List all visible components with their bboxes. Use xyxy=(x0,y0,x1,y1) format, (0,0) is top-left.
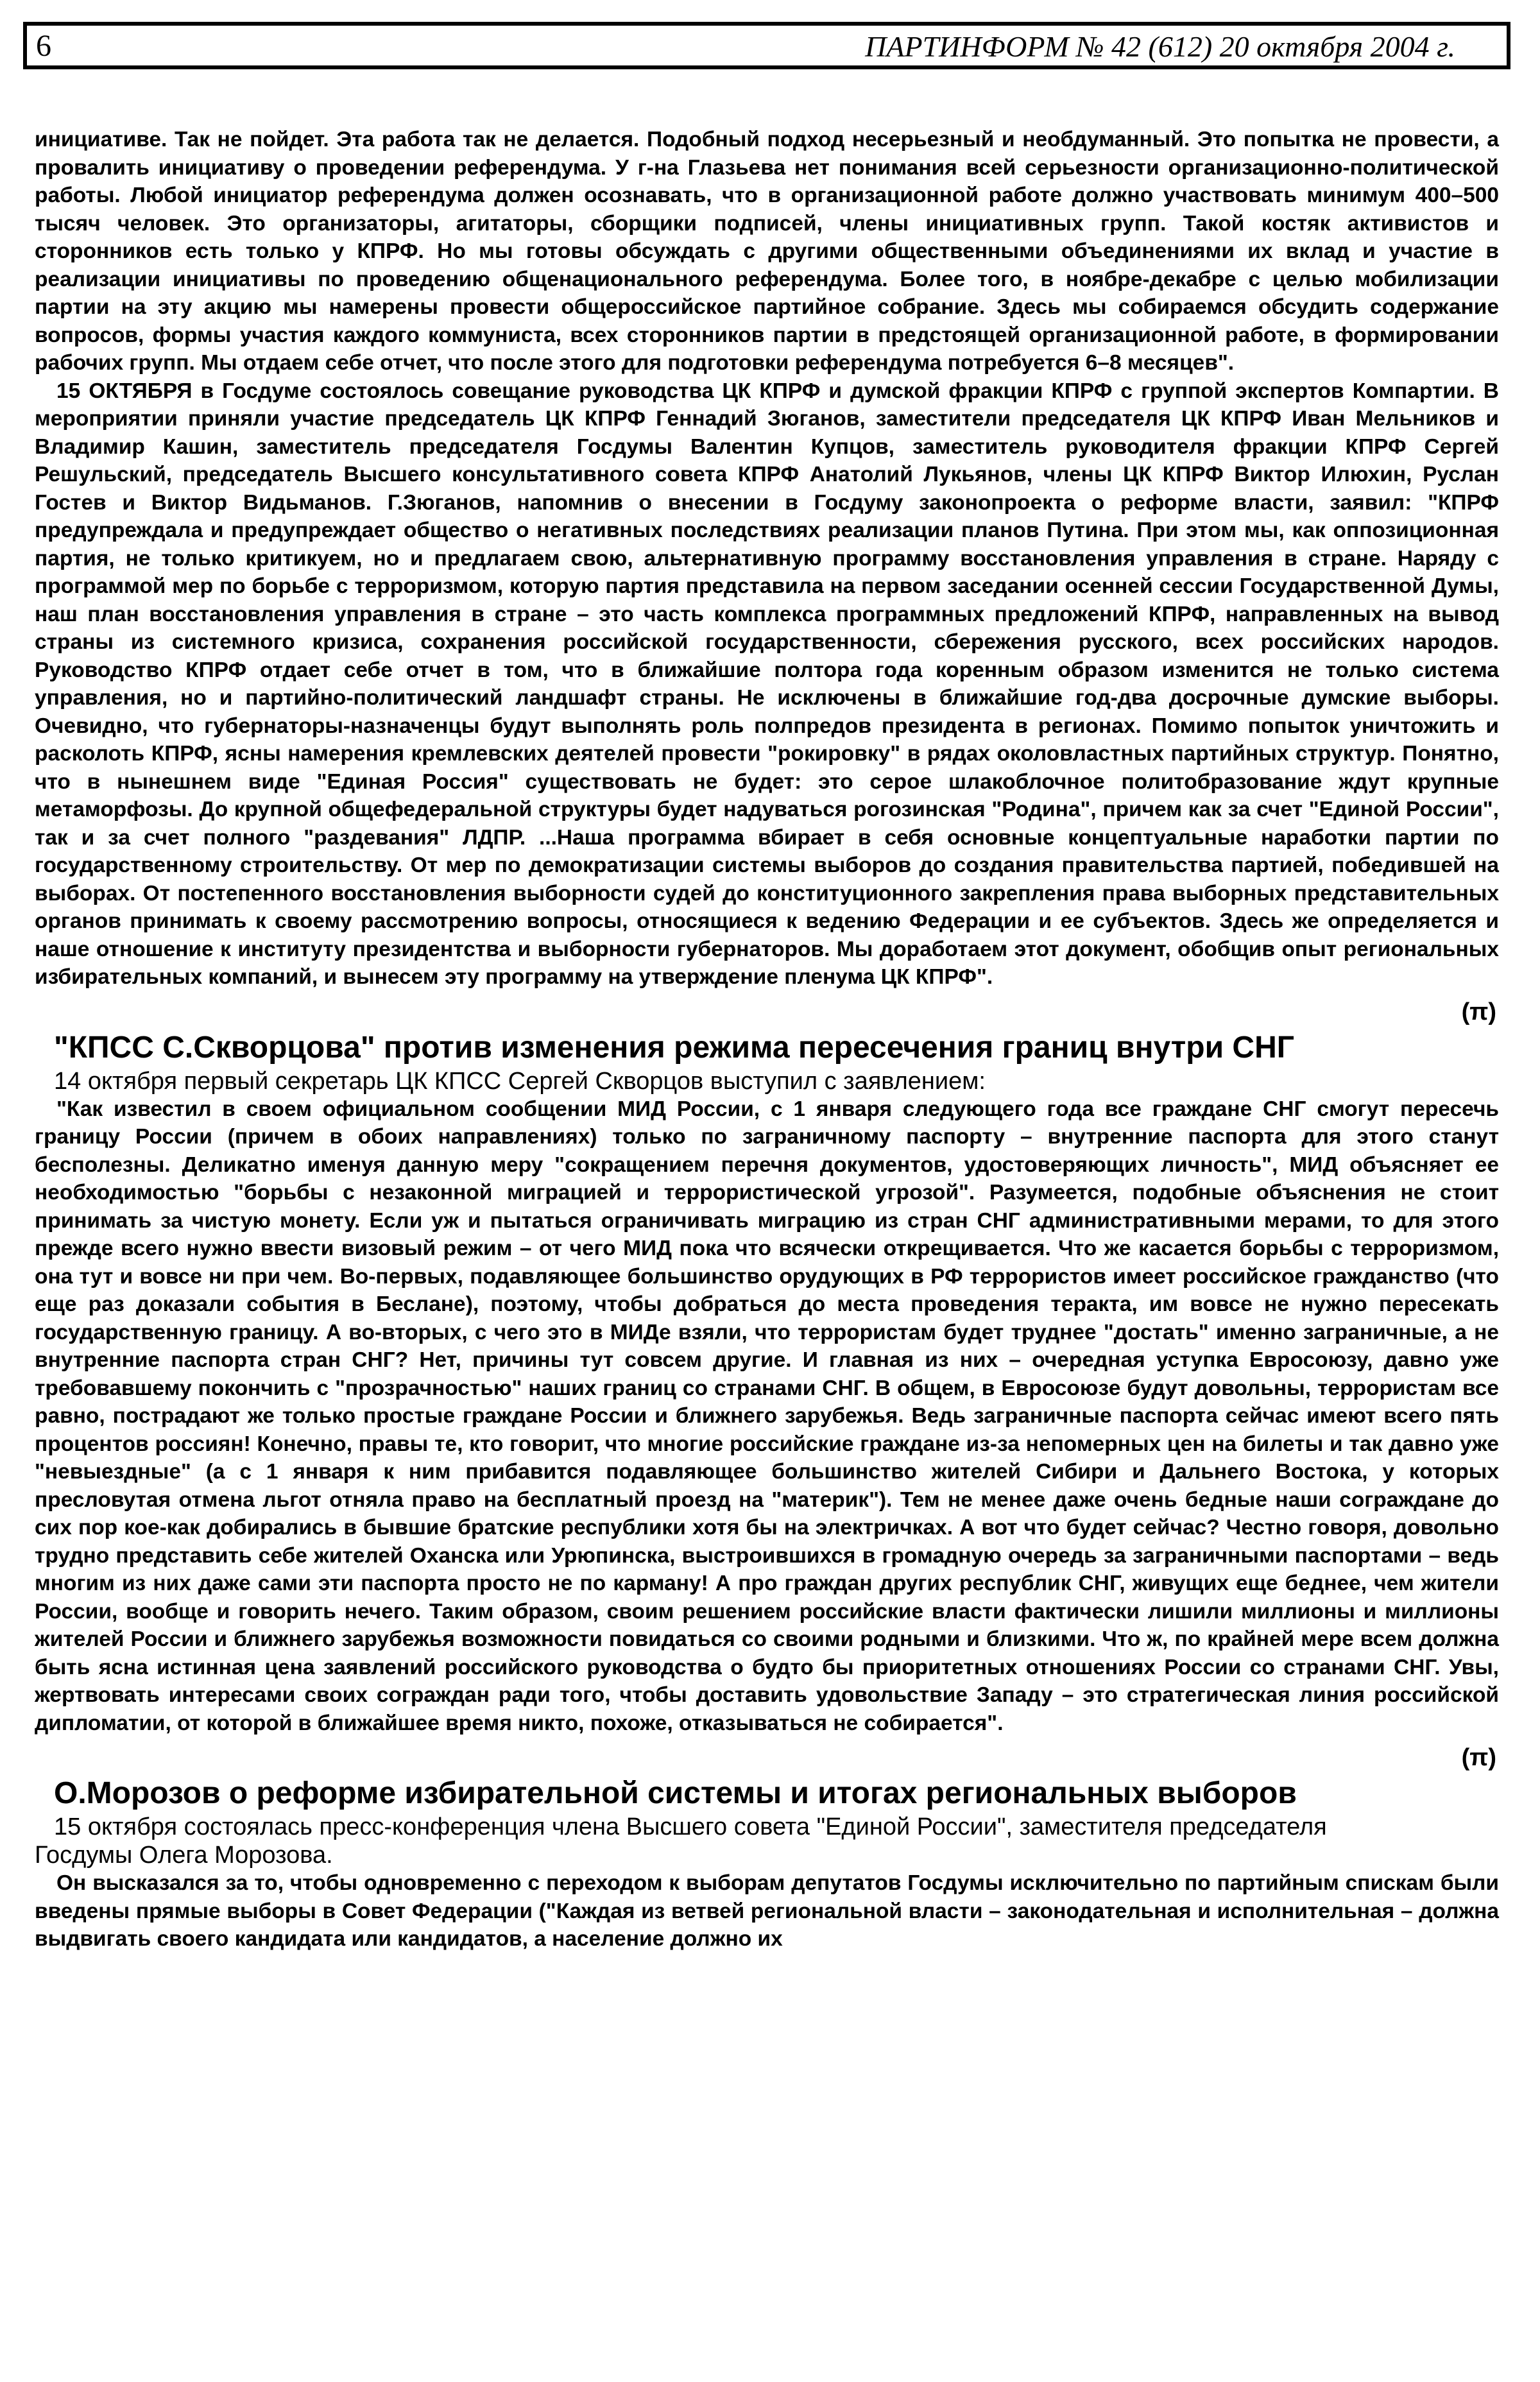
article2-headline: "КПСС С.Скворцова" против изменения режима пересечения границ внутри СНГ xyxy=(54,1030,1294,1065)
article3-lead-line1: 15 октября состоялась пресс-конференция члена Высшего совета "Единой России", заместителя председателя xyxy=(54,1813,1327,1840)
article3-body: Он высказался за то, чтобы одновременно с переходом к выборам депутатов Госдумы исключительно по партийным спискам были введены прямые выборы в Совет Федерации ("Каждая из ветвей региональной власти – законодательная и исполнительная – должна выдвигать своего кандидата или кандидатов, а население должно их xyxy=(35,1871,1499,1951)
article1-paragraph2: 15 ОКТЯБРЯ в Госдуме состоялось совещание руководства ЦК КПРФ и думской фракции КПРФ с группой экспертов Компартии. В мероприятии приняли участие председатель ЦК КПРФ Геннадий Зюганов, заместители председателя ЦК КПРФ Иван Мельников и Владимир Кашин, заместитель председателя Госдумы Валентин Купцов, заместитель руководителя фракции КПРФ Сергей Решульский, председатель Высшего консультативного совета КПРФ Анатолий Лукьянов, члены ЦК КПРФ Виктор Илюхин, Руслан Гостев и Виктор Видьманов. Г.Зюганов, напомнив о внесении в Госдуму законопроекта о реформе власти, заявил: "КПРФ предупреждала и предупреждает общество о негативных последствиях реализации планов Путина. При этом мы, как оппозиционная партия, не только критикуем, но и предлагаем свою, альтернативную программу восстановления управления в стране. Наряду с программой мер по борьбе с терроризмом, которую партия представила на первом заседании осенней сессии Государственной Думы, наш план восстановления управления в стране – это часть комплекса программных предложений КПРФ, направленных на вывод страны из системного кризиса, сохранения российской государственности, сбережения русского, всех российских народов. Руководство КПРФ отдает себе отчет в том, что в ближайшие полтора года коренным образом изменится не только система управления, но и партийно-политический ландшафт страны. Не исключены в ближайшие год-два досрочные думские выборы. Очевидно, что губернаторы-назначенцы будут выполнять роль полпредов президента в регионах. Помимо попыток уничтожить и расколоть КПРФ, ясны намерения кремлевских деятелей провести "рокировку" в рядах околовластных партийных структур. Понятно, что в нынешнем виде "Единая Россия" существовать не будет: это серое шлакоблочное политобразование ждут крупные метаморфозы. До крупной общефедеральной структуры будет надуваться рогозинская "Родина", причем как за счет "Единой России", так и за счет полного "раздевания" ЛДПР. ...Наша программа вбирает в себя основные концептуальные наработки партии по государственному строительству. От мер по демократизации системы выборов до создания правительства партией, победившей на выборах. От постепенного восстановления выборности судей до конституционного закрепления права выборных представительных органов принимать к своему рассмотрению вопросы, относящиеся к ведению Федерации и ее субъектов. Здесь же определяется и наше отношение к институту президентства и выборности губернаторов. Мы доработаем этот документ, обобщив опыт региональных избирательных компаний, и вынесем эту программу на утверждение пленума ЦК КПРФ". xyxy=(35,379,1499,989)
page-header xyxy=(23,22,1510,69)
article3-lead-line2: Госдумы Олега Морозова. xyxy=(35,1842,333,1869)
article2-lead: 14 октября первый секретарь ЦК КПСС Сергей Скворцов выступил с заявлением: xyxy=(54,1067,986,1095)
article2-body: "Как известил в своем официальном сообщении МИД России, с 1 января следующего года все граждане СНГ смогут пересечь границу России (причем в обоих направлениях) только по заграничному паспорту – внутренние паспорта для этого станут бесполезны. Деликатно именуя данную меру "сокращением перечня документов, удостоверяющих личность", МИД объясняет ее необходимостью "борьбы с незаконной миграцией и террористической угрозой". Разумеется, подобные объяснения не стоит принимать за чистую монету. Если уж и пытаться ограничивать миграцию из стран СНГ административными мерами, то для этого прежде всего нужно ввести визовый режим – от чего МИД пока что всячески открещивается. Что же касается борьбы с терроризмом, она тут и вовсе ни при чем. Во-первых, подавляющее большинство орудующих в РФ террористов имеет российское гражданство (что еще раз доказали события в Беслане), поэтому, чтобы добраться до места проведения теракта, им вовсе не нужно пересекать государственную границу. А во-вторых, с чего это в МИДе взяли, что террористам будет труднее "достать" именно заграничные, а не внутренние паспорта стран СНГ? Нет, причины тут совсем другие. И главная из них – очередная уступка Евросоюзу, давно уже требовавшему покончить с "прозрачностью" наших границ со странами СНГ. В общем, в Евросоюзе будут довольны, террористам все равно, пострадают же только простые граждане России и ближнего зарубежья. Ведь заграничные паспорта сейчас имеют всего пять процентов россиян! Конечно, правы те, кто говорит, что многие российские граждане из-за непомерных цен на билеты и так давно уже "невыездные" (а с 1 января к ним прибавится подавляющее большинство жителей Сибири и Дальнего Востока, у которых пресловутая отмена льгот отняла право на бесплатный проезд на "материк"). Тем не менее даже очень бедные наши сограждане до сих пор кое-как добирались в бывшие братские республики хотя бы на электричках. А вот что будет сейчас? Честно говоря, довольно трудно представить себе жителей Оханска или Урюпинска, выстроившихся в громадную очередь за заграничными паспортами – ведь многим из них даже сами эти паспорта просто не по карману! А про граждан других республик СНГ, живущих еще беднее, чем жители России, вообще и говорить нечего. Таким образом, своим решением российские власти фактически лишили миллионы и миллионы жителей России и ближнего зарубежья возможности повидаться со своими родными и близкими. Что ж, по крайней мере всем должна быть ясна истинная цена заявлений российского руководства о будто бы приоритетных отношениях России со странами СНГ. Увы, жертвовать интересами своих сограждан ради того, чтобы доставить удовольствие Западу – это стратегическая линия российской дипломатии, от которой в ближайшее время никто, похоже, отказываться не собирается". xyxy=(35,1097,1499,1735)
page-number: 6 xyxy=(36,29,51,63)
article2-source: (π) xyxy=(1461,1744,1496,1771)
article1-paragraph1: инициативе. Так не пойдет. Эта работа так не делается. Подобный подход несерьезный и необдуманный. Это попытка не провести, а провалить инициативу о проведении референдума. У г-на Глазьева нет понимания всей серьезности организационно-политической работы. Любой инициатор референдума должен осознавать, что в организационной работе должно участвовать минимум 400–500 тысяч человек. Это организаторы, агитаторы, сборщики подписей, члены инициативных групп. Такой костяк активистов и сторонников есть только у КПРФ. Но мы готовы обсуждать с другими общественными объединениями их вклад и участие в реализации инициативы по проведению общенационального референдума. Более того, в ноябре-декабре с целью мобилизации партии на эту акцию мы намерены провести общероссийское партийное собрание. Здесь мы собираемся обсудить содержание вопросов, формы участия каждого коммуниста, всех сторонников партии в предстоящей организационной работе, в формировании рабочих групп. Мы отдаем себе отчет, что после этого для подготовки референдума потребуется 6–8 месяцев". xyxy=(35,128,1499,375)
page-content xyxy=(35,126,1499,1953)
article1-source: (π) xyxy=(1461,998,1496,1025)
article3-headline: О.Морозов о реформе избирательной системы и итогах региональных выборов xyxy=(54,1776,1297,1810)
publication-title: ПАРТИНФОРМ № 42 (612) 20 октября 2004 г. xyxy=(865,30,1455,63)
